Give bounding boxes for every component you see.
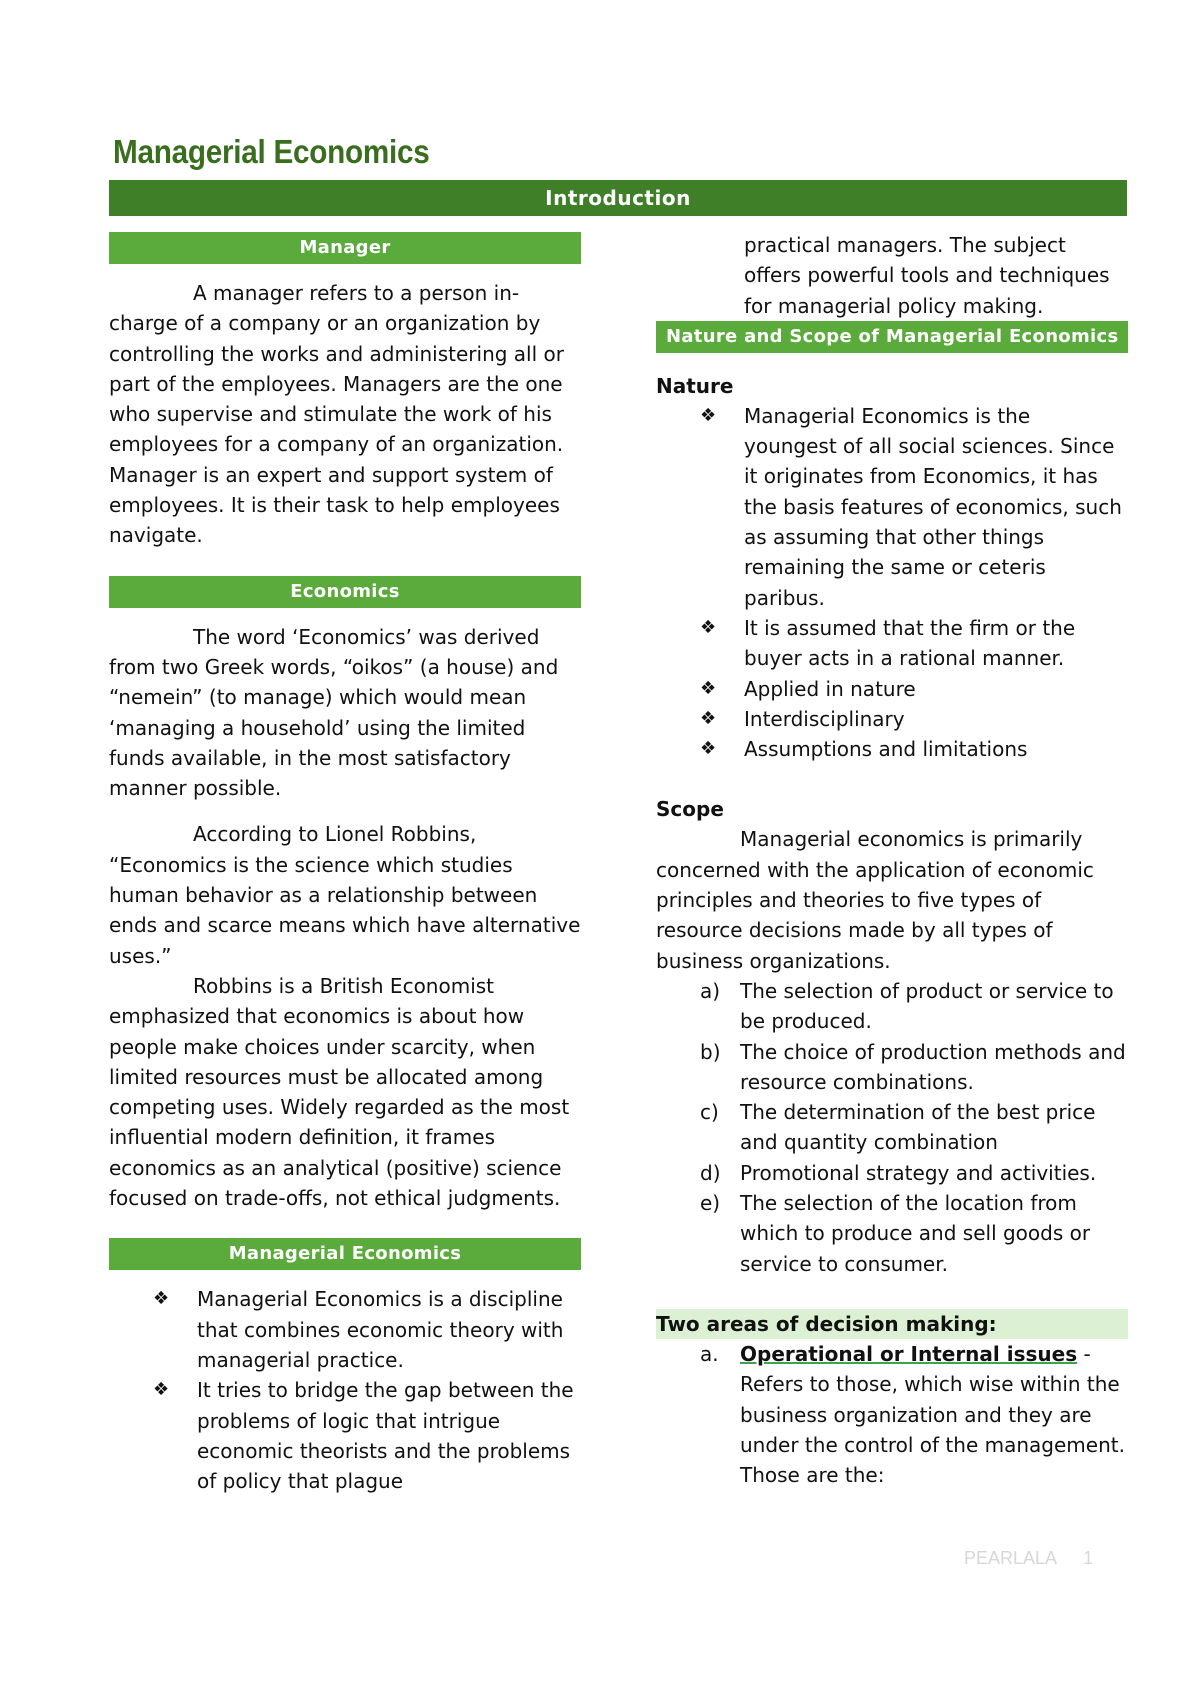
page-footer	[964, 1548, 1093, 1569]
economics-paragraph-1: The word ‘Economics’ was derived from two Greek words, “oikos” (a house) and “nemein” (to manage) which would mean ‘managing a household’ using the limited funds available, in the most satisfactory manner possible.	[109, 624, 559, 801]
diamond-bullet-icon: ❖	[700, 404, 717, 426]
heading-managerial-economics: Managerial Economics	[109, 1238, 581, 1270]
continued-paragraph: practical managers. The subject offers powerful tools and techniques for managerial policy making.	[744, 233, 1110, 318]
right-column	[656, 230, 1128, 1490]
diamond-bullet-icon: ❖	[700, 738, 717, 760]
diamond-bullet-icon: ❖	[153, 1288, 170, 1310]
nature-list	[656, 401, 1128, 765]
economics-paragraph-3: Robbins is a British Economist emphasized that economics is about how people make choices under scarcity, when limited resources must be allocated among competing uses. Widely regarded as the most influential modern definition, it frames economics as an analytical (positive) science focused on trade-offs, not ethical judgments.	[109, 973, 570, 1211]
managerial-economics-list	[109, 1284, 581, 1496]
heading-economics: Economics	[109, 576, 581, 608]
left-column	[109, 232, 581, 1496]
diamond-bullet-icon: ❖	[700, 616, 717, 638]
decision-list	[656, 1339, 1128, 1490]
heading-manager: Manager	[109, 232, 581, 264]
list-item: ❖ Managerial Economics is the youngest of all social sciences. Since it originates from Economics, it has the basis features of economics, such as assuming that other things remaining the same or ceteris paribus.	[656, 401, 1128, 613]
diamond-bullet-icon: ❖	[700, 677, 717, 699]
list-item: a. Operational or Internal issues - Refers to those, which wise within the business organization and they are under the control of the management. Those are the:	[700, 1341, 1125, 1488]
page-number: 1	[1083, 1548, 1094, 1568]
section-banner-introduction: Introduction	[109, 180, 1127, 216]
list-item: ❖ Managerial Economics is a discipline that combines economic theory with managerial practice.	[109, 1284, 581, 1375]
list-item: ❖ Interdisciplinary	[656, 704, 1128, 734]
scope-list	[656, 976, 1128, 1279]
subheading-decision-making: Two areas of decision making:	[656, 1309, 1128, 1339]
manager-paragraph: A manager refers to a person in-charge of a company or an organization by controlling the works and administering all or part of the employees. Managers are the one who supervise and stimulate the work of his employees for a company of an organization. Manager is an expert and support system of employees. It is their task to help employees navigate.	[109, 281, 564, 548]
scope-paragraph: Managerial economics is primarily concerned with the application of economic principles and theories to five types of resource decisions made by all types of business organizations.	[656, 827, 1094, 973]
diamond-bullet-icon: ❖	[153, 1379, 170, 1401]
list-item: ❖ It is assumed that the firm or the buyer acts in a rational manner.	[656, 613, 1128, 674]
subheading-scope: Scope	[656, 797, 724, 822]
list-item: c) The determination of the best price and quantity combination	[700, 1100, 1096, 1155]
list-item: e) The selection of the location from which to produce and sell goods or service to consumer.	[700, 1191, 1091, 1276]
subheading-nature: Nature	[656, 373, 734, 398]
term-operational-issues: Operational or Internal issues	[740, 1341, 1078, 1366]
list-item: ❖ Assumptions and limitations	[656, 734, 1128, 764]
diamond-bullet-icon: ❖	[700, 707, 717, 729]
list-item: b) The choice of production methods and resource combinations.	[700, 1039, 1126, 1094]
page-title: Managerial Economics	[113, 133, 430, 170]
list-item: ❖ It tries to bridge the gap between the problems of logic that intrigue economic theorists and the problems of policy that plague	[109, 1375, 581, 1496]
heading-nature-and-scope: Nature and Scope of Managerial Economics	[656, 321, 1128, 353]
list-item: d) Promotional strategy and activities.	[700, 1160, 1097, 1185]
list-item: a) The selection of product or service to be produced.	[700, 978, 1114, 1034]
economics-paragraph-2: According to Lionel Robbins, “Economics is the science which studies human behavior as a relationship between ends and scarce means which have alternative uses.”	[109, 822, 581, 968]
footer-author: PEARLALA	[964, 1548, 1058, 1568]
list-item: ❖ Applied in nature	[656, 674, 1128, 704]
